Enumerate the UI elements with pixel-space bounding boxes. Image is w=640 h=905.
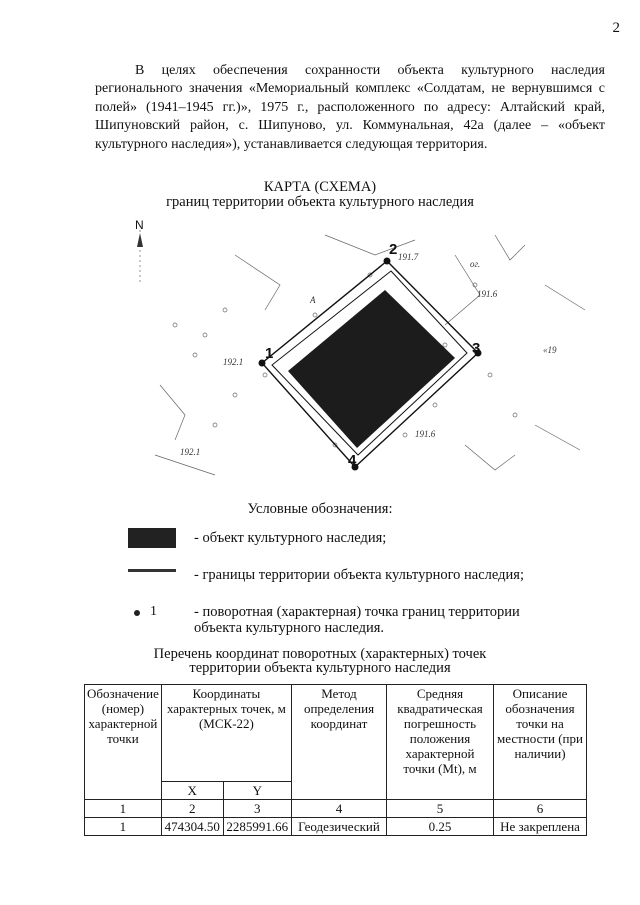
coordinates-table [84,684,587,836]
cell-point: 1 [85,818,162,836]
point-label-2: 2 [389,241,398,258]
coordinates-title-line2: территории объекта культурного наследия [189,660,451,676]
legend-point-icon [134,610,140,616]
cell-y: 2285991.66 [223,818,291,836]
table-row [85,818,587,836]
page-number: 2 [612,20,620,36]
coordinates-title [0,647,640,675]
header-coordinates: Координаты характерных точек, м (МСК-22) [161,685,291,782]
column-number: 2 [161,800,223,818]
boundary-map [115,215,605,495]
column-number: 3 [223,800,291,818]
map-title: КАРТА (СХЕМА) [263,179,377,195]
header-point-number: Обозначение (номер) характерной точки [85,685,162,800]
legend-item-object: - объект культурного наследия; [194,530,387,546]
map-label: A [310,295,316,305]
point-label-4: 4 [348,452,357,469]
point-label-1: 1 [265,345,274,362]
map-title-block [0,180,640,210]
coordinates-title-line1: Перечень координат поворотных (характерных) точек [153,646,487,662]
cell-x: 474304.50 [161,818,223,836]
legend-object-swatch [128,528,176,548]
header-description: Описание обозначения точки на местности (при наличии) [494,685,587,800]
elevation-label: 191.7 [398,252,419,262]
elevation-label: «19 [543,345,557,355]
legend-item-point: - поворотная (характерная) точка границ территории объекта культурного наследия. [194,604,520,636]
elevation-label: 192.1 [180,447,201,457]
map-label: ог. [470,259,481,269]
header-x: X [161,782,223,800]
elevation-label: 192.1 [223,357,244,367]
column-number: 6 [494,800,587,818]
elevation-label: 191.6 [415,429,436,439]
cell-method: Геодезический [292,818,387,836]
legend-point-number: 1 [150,604,157,619]
cell-accuracy: 0.25 [387,818,494,836]
column-number: 1 [85,800,162,818]
legend-item-boundary: - границы территории объекта культурного наследия; [194,567,524,583]
elevation-label: 191.6 [477,289,498,299]
cell-description: Не закреплена [494,818,587,836]
legend-boundary-line [128,569,176,572]
intro-paragraph: В целях обеспечения сохранности объекта культурного наследия регионального значения «Мемориальный комплекс «Солдатам, не вернувшимся с полей» (1941–1945 гг.)», 1975 г., расположенного по адресу: Алтайский край, Шипуновский район, с. Шипуново, ул. Коммунальная, 42а (далее – «объект культурного наследия»), устанавливается следующая территория. [95,63,605,152]
header-method: Метод определения координат [292,685,387,800]
north-arrow-icon [137,233,143,247]
north-label: N [135,218,144,232]
header-accuracy: Средняя квадратическая погрешность положения характерной точки (Mt), м [387,685,494,800]
point-label-3: 3 [472,340,481,357]
column-number: 5 [387,800,494,818]
header-y: Y [223,782,291,800]
column-number: 4 [292,800,387,818]
map-subtitle: границ территории объекта культурного наследия [166,194,474,210]
legend-title: Условные обозначения: [247,501,393,517]
